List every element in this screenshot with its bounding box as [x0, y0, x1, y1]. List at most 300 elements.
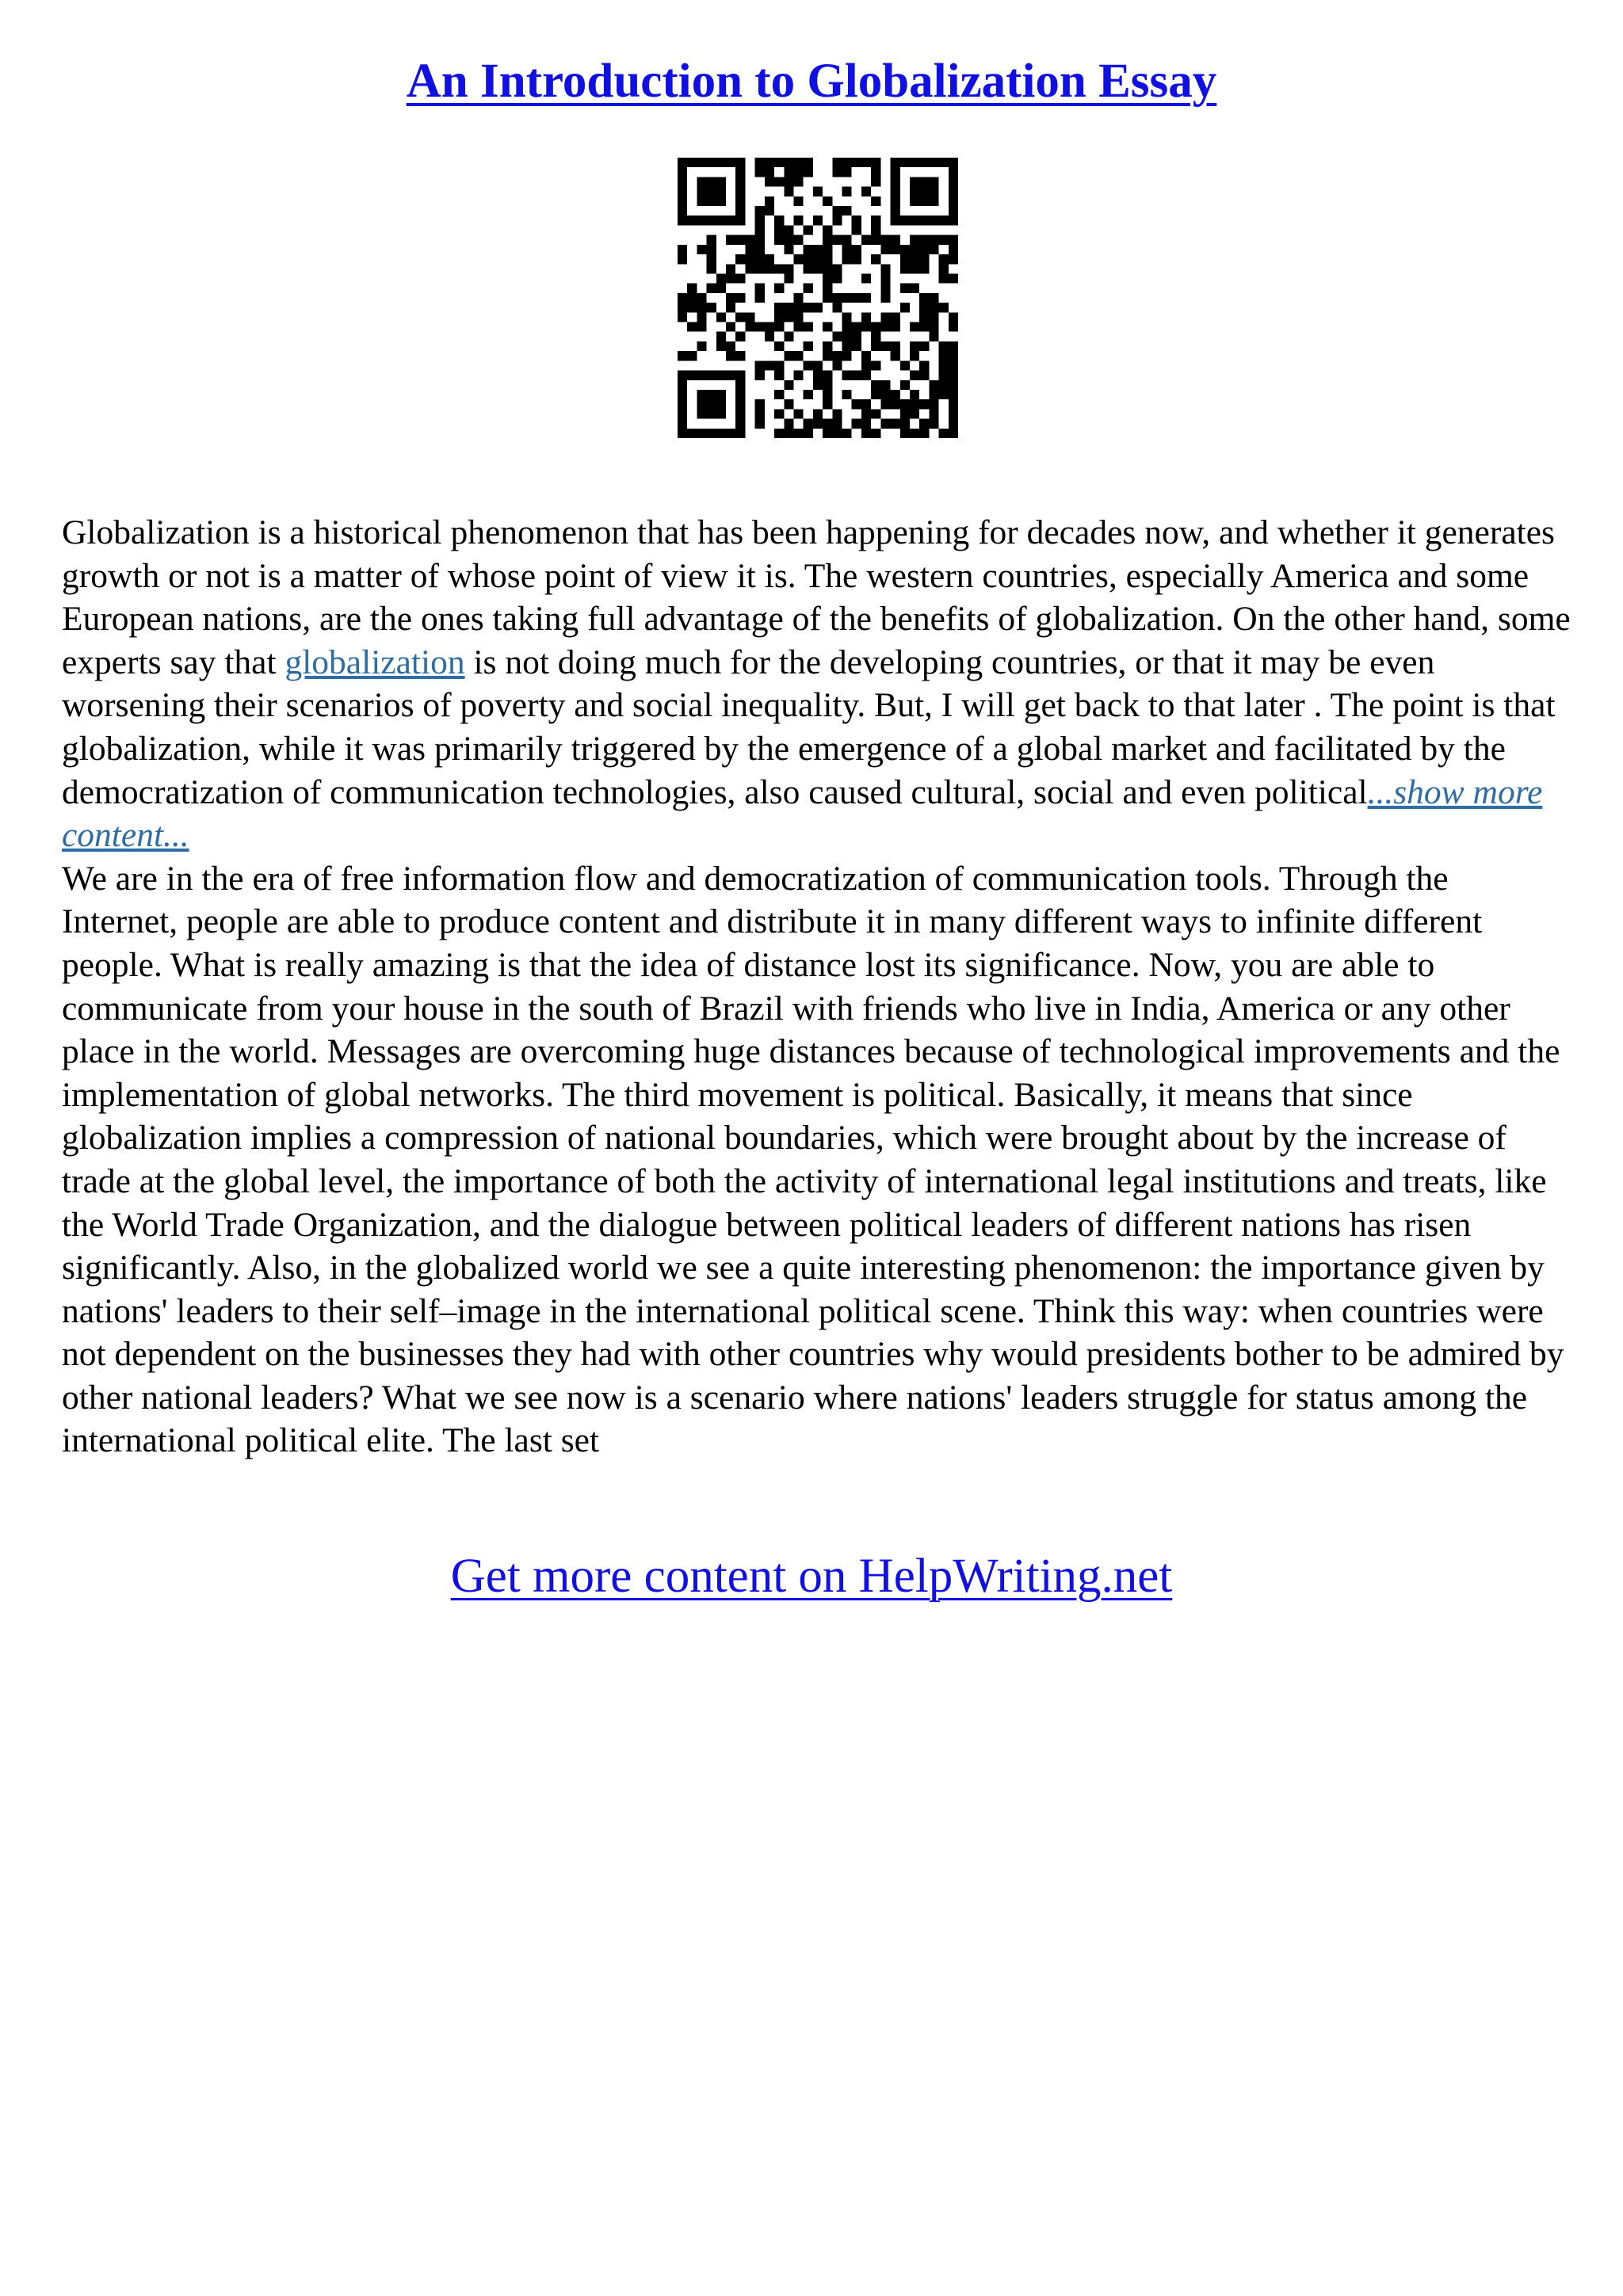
qr-module [726, 158, 735, 167]
qr-module [861, 371, 871, 380]
qr-module [823, 399, 832, 409]
qr-module [929, 332, 938, 341]
qr-module [813, 187, 823, 196]
qr-module [949, 187, 958, 196]
qr-module [755, 158, 765, 167]
qr-module [939, 380, 949, 390]
qr-module [891, 245, 900, 254]
qr-module [678, 187, 687, 196]
qr-module [919, 245, 929, 254]
qr-module [949, 351, 958, 360]
globalization-link[interactable]: globalization [285, 643, 465, 681]
qr-module [755, 215, 765, 225]
qr-module [910, 284, 919, 293]
qr-module [813, 409, 823, 418]
qr-module [687, 322, 697, 332]
qr-module [939, 215, 949, 225]
qr-module [823, 196, 832, 206]
qr-module [891, 235, 900, 245]
title-link[interactable]: An Introduction to Globalization Essay [406, 55, 1217, 108]
qr-module [949, 167, 958, 177]
qr-module [774, 371, 784, 380]
qr-module [832, 273, 842, 283]
qr-module [774, 264, 784, 273]
qr-module [871, 341, 880, 351]
qr-module [880, 322, 890, 332]
qr-module [793, 254, 803, 264]
qr-module [726, 235, 735, 245]
qr-module [891, 215, 900, 225]
qr-module [900, 429, 910, 438]
qr-module [861, 409, 871, 418]
qr-module [852, 293, 861, 303]
qr-module [900, 409, 910, 418]
body-text-part-1: Globalization is a historical phenomenon that has been happening for decades now, and whether it generates growth or not is a matter of whose point of view it is. The western countries, especially America and some European nations, are the ones taking full advantage of the benefits of globalization. On the other hand, some experts say that [62, 513, 1571, 681]
qr-module [804, 429, 813, 438]
qr-module [745, 322, 754, 332]
qr-module [793, 293, 803, 303]
qr-module [726, 371, 735, 380]
qr-module [842, 371, 852, 380]
qr-module [735, 215, 745, 225]
qr-module [793, 167, 803, 177]
qr-module [832, 332, 842, 341]
qr-module [880, 390, 890, 399]
qr-module [939, 303, 949, 312]
qr-module [919, 341, 929, 351]
qr-module [949, 312, 958, 322]
qr-module [929, 322, 938, 332]
qr-module [842, 245, 852, 254]
qr-module [697, 371, 706, 380]
qr-module [687, 293, 697, 303]
qr-module [716, 273, 726, 283]
qr-module [726, 429, 735, 438]
qr-module [765, 360, 774, 370]
qr-module [852, 215, 861, 225]
qr-module [910, 235, 919, 245]
qr-module [804, 254, 813, 264]
qr-module [919, 235, 929, 245]
qr-module [735, 167, 745, 177]
qr-module [949, 235, 958, 245]
qr-module [765, 158, 774, 167]
qr-module [735, 177, 745, 186]
qr-module [687, 158, 697, 167]
qr-module [900, 264, 910, 273]
qr-module [745, 235, 754, 245]
qr-module [804, 390, 813, 399]
qr-module [774, 177, 784, 186]
qr-module [755, 264, 765, 273]
qr-module [697, 399, 706, 409]
qr-module [880, 419, 890, 429]
qr-module [842, 322, 852, 332]
qr-module [900, 399, 910, 409]
qr-module [929, 312, 938, 322]
qr-module [813, 303, 823, 312]
qr-module [784, 303, 793, 312]
qr-module [707, 409, 716, 418]
qr-module [774, 215, 784, 225]
qr-module [697, 177, 706, 186]
qr-module [716, 196, 726, 206]
qr-module [891, 196, 900, 206]
qr-module [678, 177, 687, 186]
qr-module [793, 196, 803, 206]
qr-module [929, 293, 938, 303]
qr-module [949, 254, 958, 264]
qr-module [842, 332, 852, 341]
qr-module [813, 254, 823, 264]
qr-module [697, 293, 706, 303]
qr-module [871, 390, 880, 399]
qr-module [707, 158, 716, 167]
qr-module [939, 254, 949, 264]
qr-module [949, 409, 958, 418]
qr-module [861, 158, 871, 167]
qr-module [852, 254, 861, 264]
qr-module [939, 360, 949, 370]
qr-module [735, 293, 745, 303]
qr-module [910, 254, 919, 264]
qr-module [813, 380, 823, 390]
qr-module [852, 371, 861, 380]
qr-module [949, 380, 958, 390]
qr-module [735, 409, 745, 418]
qr-module [823, 341, 832, 351]
qr-module [929, 187, 938, 196]
qr-module [678, 254, 687, 264]
qr-module [823, 419, 832, 429]
qr-module [919, 177, 929, 186]
qr-module [929, 235, 938, 245]
qr-module [871, 177, 880, 186]
qr-module [697, 312, 706, 322]
qr-module [697, 187, 706, 196]
qr-module [939, 158, 949, 167]
qr-module [765, 322, 774, 332]
qr-module [804, 158, 813, 167]
qr-module [755, 419, 765, 429]
qr-module [707, 371, 716, 380]
qr-module [755, 399, 765, 409]
qr-module [707, 429, 716, 438]
qr-module [774, 322, 784, 332]
qr-module [755, 371, 765, 380]
qr-module [784, 312, 793, 322]
qr-module [919, 360, 929, 370]
qr-module [910, 341, 919, 351]
qr-module [919, 187, 929, 196]
qr-module [813, 419, 823, 429]
qr-module [919, 264, 929, 273]
qr-module [745, 254, 754, 264]
qr-module [774, 225, 784, 235]
qr-module [687, 429, 697, 438]
qr-module [735, 332, 745, 341]
qr-module [842, 341, 852, 351]
qr-module [823, 264, 832, 273]
qr-module [919, 158, 929, 167]
qr-module [910, 196, 919, 206]
qr-module [949, 429, 958, 438]
qr-module [900, 380, 910, 390]
qr-module [687, 371, 697, 380]
qr-module [784, 225, 793, 235]
qr-module [735, 390, 745, 399]
qr-module [949, 177, 958, 186]
qr-module [852, 419, 861, 429]
qr-module [900, 303, 910, 312]
qr-module [707, 303, 716, 312]
qr-module [735, 399, 745, 409]
qr-module [861, 351, 871, 360]
qr-module [880, 273, 890, 283]
qr-module [707, 390, 716, 399]
qr-module [793, 351, 803, 360]
page-title [0, 52, 1623, 110]
qr-module [949, 341, 958, 351]
qr-module [716, 390, 726, 399]
qr-module [678, 351, 687, 360]
qr-module [919, 419, 929, 429]
qr-module [919, 293, 929, 303]
qr-module [900, 245, 910, 254]
qr-module [765, 177, 774, 186]
qr-module [697, 429, 706, 438]
qr-module [910, 264, 919, 273]
qr-module [745, 245, 754, 254]
qr-module [842, 158, 852, 167]
qr-module [707, 187, 716, 196]
qr-module [687, 303, 697, 312]
qr-module [716, 409, 726, 418]
qr-module [842, 429, 852, 438]
qr-module [755, 409, 765, 418]
show-more-link[interactable]: ...show more content... [62, 772, 1543, 855]
qr-module [861, 322, 871, 332]
qr-module [784, 273, 793, 283]
qr-module [832, 167, 842, 177]
qr-module [823, 429, 832, 438]
qr-module [871, 254, 880, 264]
qr-module [891, 158, 900, 167]
qr-module [804, 360, 813, 370]
qr-module [880, 245, 890, 254]
qr-module [716, 312, 726, 322]
qr-module [929, 196, 938, 206]
qr-module [949, 273, 958, 283]
qr-module [949, 158, 958, 167]
qr-module [929, 245, 938, 254]
qr-module [784, 167, 793, 177]
footer [0, 1547, 1623, 1605]
qr-module [755, 225, 765, 235]
qr-module [880, 380, 890, 390]
qr-module [697, 303, 706, 312]
qr-module [804, 284, 813, 293]
qr-module [900, 158, 910, 167]
qr-module [891, 206, 900, 215]
qr-module [774, 429, 784, 438]
qr-module [891, 187, 900, 196]
qr-module [929, 158, 938, 167]
qr-module [871, 332, 880, 341]
qr-module [726, 293, 735, 303]
qr-module [891, 167, 900, 177]
qr-module [832, 351, 842, 360]
qr-module [755, 254, 765, 264]
qr-module [707, 177, 716, 186]
qr-module [871, 409, 880, 418]
qr-module [735, 158, 745, 167]
qr-module [793, 177, 803, 186]
qr-module [697, 158, 706, 167]
body-text-part-3: We are in the era of free information flow and democratization of communication tools. Through the Internet, people are able to produce content and distribute it in many different ways to infinite different people. What is really amazing is that the idea of distance lost its significance. Now, you are able to communicate from your house in the south of Brazil with friends who live in India, America or any other place in the world. Messages are overcoming huge distances because of technological improvements and the implementation of global networks. The third movement is political. Basically, it means that since globalization implies a compression of national boundaries, which were brought about by the increase of trade at the global level, the importance of both the activity of international legal institutions and treats, like the World Trade Organization, and the dialogue between political leaders of different nations has risen significantly. Also, in the globalized world we see a quite interesting phenomenon: the importance given by nations' leaders to their self–image in the international political scene. Think this way: when countries were not dependent on the businesses they had with other countries why would presidents bother to be admired by other national leaders? What we see now is a scenario where nations' leaders struggle for status among the international political elite. The last set [62, 859, 1564, 1460]
qr-module [880, 399, 890, 409]
qr-module [697, 390, 706, 399]
qr-module [929, 303, 938, 312]
qr-module [774, 312, 784, 322]
qr-module [716, 429, 726, 438]
qr-module [804, 167, 813, 177]
qr-module [949, 322, 958, 332]
qr-module [735, 254, 745, 264]
qr-module [823, 225, 832, 235]
qr-module [823, 284, 832, 293]
qr-module [735, 429, 745, 438]
qr-module [880, 284, 890, 293]
qr-module [774, 303, 784, 312]
qr-module [678, 196, 687, 206]
qr-module [774, 390, 784, 399]
qr-module [842, 187, 852, 196]
get-more-content-link[interactable]: Get more content on HelpWriting.net [450, 1550, 1173, 1603]
qr-module [852, 332, 861, 341]
qr-module [784, 351, 793, 360]
qr-module [842, 254, 852, 264]
qr-module [765, 332, 774, 341]
qr-module [687, 215, 697, 225]
qr-module [842, 312, 852, 322]
qr-module [861, 235, 871, 245]
qr-module [929, 399, 938, 409]
qr-module [784, 158, 793, 167]
qr-module [880, 293, 890, 303]
qr-module [861, 399, 871, 409]
qr-module [697, 322, 706, 332]
qr-module [832, 206, 842, 215]
qr-module [793, 158, 803, 167]
qr-module [871, 360, 880, 370]
qr-module [939, 371, 949, 380]
qr-module [852, 225, 861, 235]
qr-module [735, 419, 745, 429]
qr-module [939, 341, 949, 351]
qr-module [765, 264, 774, 273]
qr-module [823, 390, 832, 399]
qr-module [852, 341, 861, 351]
qr-module [774, 341, 784, 351]
qr-module [784, 187, 793, 196]
qr-module [900, 360, 910, 370]
qr-module [832, 264, 842, 273]
qr-module [735, 273, 745, 283]
qr-module [726, 264, 735, 273]
qr-module [910, 187, 919, 196]
qr-module [804, 322, 813, 332]
qr-module [793, 215, 803, 225]
qr-module [793, 235, 803, 245]
qr-module [891, 419, 900, 429]
qr-module [707, 254, 716, 264]
qr-module [939, 235, 949, 245]
qr-module [832, 419, 842, 429]
qr-module [707, 235, 716, 245]
qr-module [861, 273, 871, 283]
qr-module [804, 225, 813, 235]
qr-module [871, 429, 880, 438]
qr-module [842, 351, 852, 360]
qr-module [939, 264, 949, 273]
qr-module [813, 215, 823, 225]
essay-body [62, 511, 1571, 1463]
qr-module [891, 322, 900, 332]
qr-module [793, 371, 803, 380]
qr-module [735, 351, 745, 360]
qr-module [804, 419, 813, 429]
qr-module [949, 206, 958, 215]
qr-module [919, 399, 929, 409]
qr-module [871, 380, 880, 390]
qr-module [900, 284, 910, 293]
qr-module [891, 312, 900, 322]
qr-module [871, 235, 880, 245]
qr-module [735, 187, 745, 196]
qr-module [900, 254, 910, 264]
qr-module [852, 158, 861, 167]
qr-module [910, 177, 919, 186]
qr-module [755, 322, 765, 332]
qr-module [910, 215, 919, 225]
qr-module [910, 409, 919, 418]
qr-module [871, 225, 880, 235]
qr-module [949, 215, 958, 225]
qr-module [949, 390, 958, 399]
qr-module [755, 284, 765, 293]
qr-module [687, 284, 697, 293]
qr-module [726, 341, 735, 351]
qr-module [716, 215, 726, 225]
qr-module [735, 371, 745, 380]
qr-module [939, 351, 949, 360]
qr-module [910, 390, 919, 399]
qr-module [929, 380, 938, 390]
qr-module [823, 254, 832, 264]
qr-module [861, 360, 871, 370]
qr-module [804, 303, 813, 312]
qr-module [813, 360, 823, 370]
qr-code-icon [678, 158, 958, 438]
qr-module [929, 409, 938, 418]
qr-module [678, 399, 687, 409]
qr-module [929, 177, 938, 186]
qr-module [716, 371, 726, 380]
qr-module [678, 419, 687, 429]
qr-module [678, 380, 687, 390]
qr-module [949, 245, 958, 254]
